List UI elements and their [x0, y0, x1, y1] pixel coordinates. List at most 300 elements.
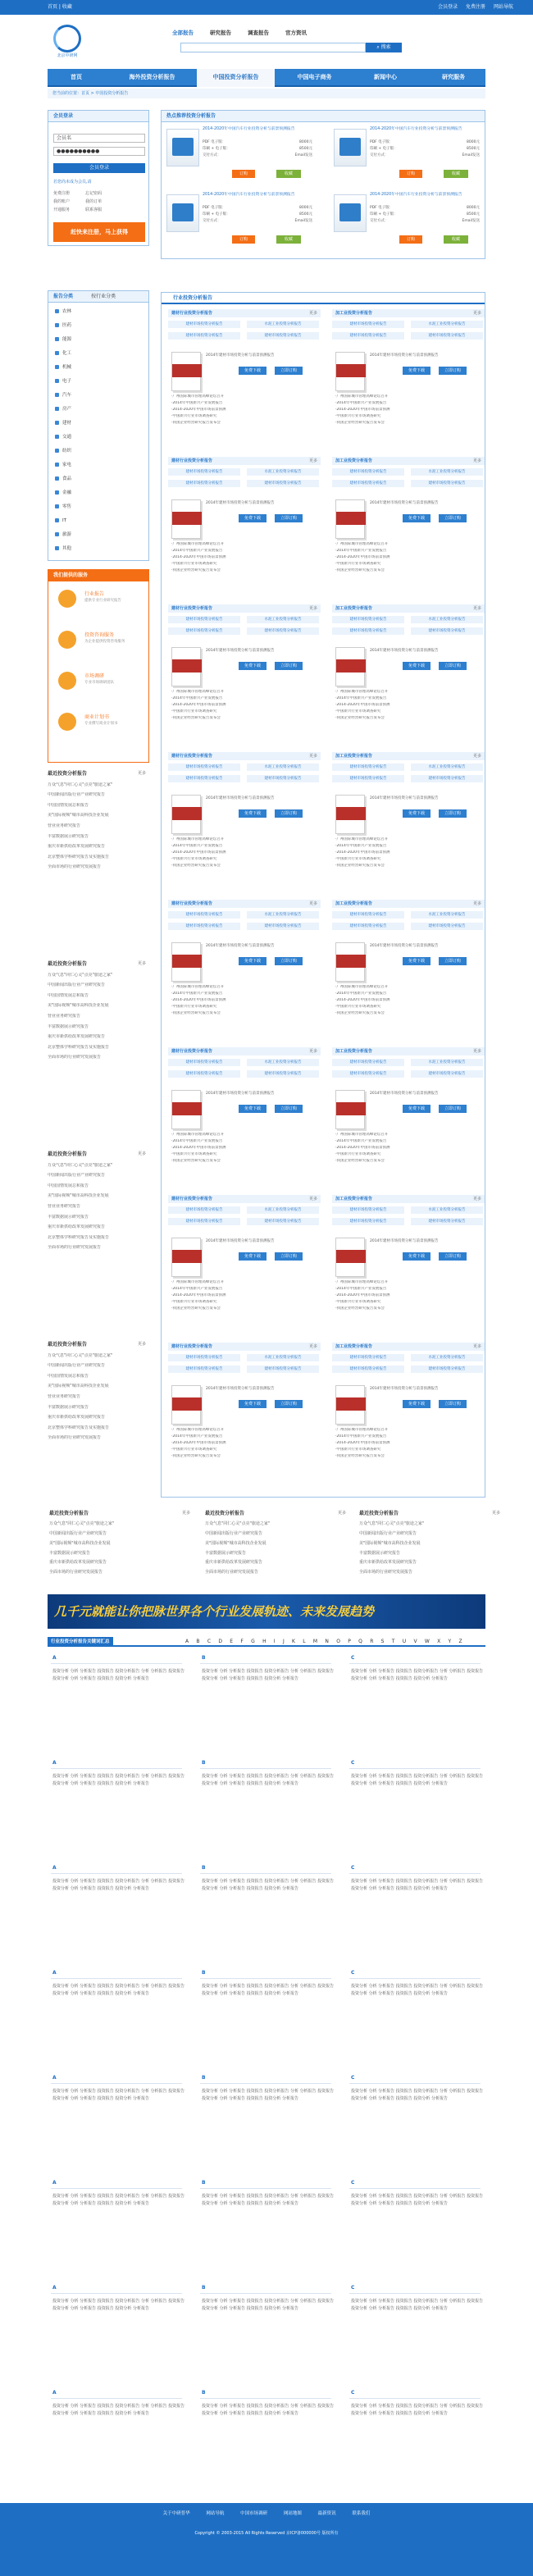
report-cover[interactable]: [166, 129, 199, 166]
report-news-item[interactable]: ·我国企业经营研究报告发布会: [335, 1306, 385, 1311]
nav-home[interactable]: 首页: [71, 74, 82, 80]
more-link[interactable]: 更多: [308, 754, 317, 759]
report-news-item[interactable]: ·我国企业经营研究报告发布会: [171, 1159, 221, 1164]
register-link[interactable]: 免费注册: [466, 4, 486, 10]
keyword-links[interactable]: 投资分析 分析 分析报告 投资报告 投资分析报告 分析 分析报告 投资报告 投资分析 分析 分析报告 投资报告 投资分析 分析报告: [52, 2299, 185, 2311]
keyword-links[interactable]: 投资分析 分析 分析报告 投资报告 投资分析报告 分析 分析报告 投资报告 投资分析 分析 分析报告 投资报告 投资分析 分析报告: [52, 1984, 185, 1996]
keyword-links[interactable]: 投资分析 分析 分析报告 投资报告 投资分析报告 分析 分析报告 投资报告 投资分析 分析 分析报告 投资报告 投资分析 分析报告: [202, 2194, 335, 2206]
report-news-item[interactable]: ·中国新兴行业市场调查研究: [171, 1152, 217, 1157]
letter-index[interactable]: A B C D E F G H I J K L M N O P Q R S T U V W X Y Z: [185, 1639, 466, 1644]
report-cover[interactable]: [334, 129, 367, 166]
recommend-item-title[interactable]: 2014-2020年中国汽车行业投资分析与前景预测报告: [370, 127, 462, 131]
sitemap-link[interactable]: 网站导航: [493, 4, 513, 10]
report-tag[interactable]: 水泥工业投资分析报告: [411, 468, 483, 476]
report-news-item[interactable]: ·2014-2020年中国市场前景预测: [335, 998, 390, 1003]
buy-button[interactable]: 立即订购: [275, 367, 303, 375]
favorite-button[interactable]: 收藏: [276, 235, 301, 244]
bottom-list-item[interactable]: 丰富数据展示研究报告: [49, 1550, 91, 1556]
report-news-item[interactable]: ·2014年中国新兴产业发展报告: [171, 1287, 223, 1292]
side-list-item[interactable]: 万众气息"同仁心灵"点亮"旅途之家": [48, 1162, 113, 1168]
bottom-list-item[interactable]: 中国新闻出版行业产业研究报告: [359, 1530, 417, 1536]
link-open[interactable]: 开通服务: [53, 207, 71, 212]
report-card-title[interactable]: [332, 457, 485, 465]
keyword-links[interactable]: 投资分析 分析 分析报告 投资报告 投资分析报告 分析 分析报告 投资报告 投资分析 分析 分析报告 投资报告 投资分析 分析报告: [351, 1669, 484, 1681]
report-tag[interactable]: 建材市场投资分析报告: [332, 911, 404, 919]
report-news-item[interactable]: ·2014-2020年中国市场前景预测: [171, 1293, 226, 1298]
more-link[interactable]: 更多: [137, 771, 146, 776]
report-tag[interactable]: 建材市场投资分析报告: [332, 1070, 404, 1078]
footer-link[interactable]: 联系我们: [352, 2511, 371, 2516]
username-field[interactable]: 会员名: [53, 134, 145, 143]
download-button[interactable]: 免费下载: [403, 1400, 430, 1408]
category-item[interactable]: [55, 463, 71, 468]
favorite-button[interactable]: 收藏: [444, 170, 468, 178]
side-list-item[interactable]: 北京整体学科研究报告及实施报告: [48, 1425, 110, 1430]
report-tag[interactable]: 建材市场投资分析报告: [168, 616, 240, 623]
report-tag[interactable]: 建材市场投资分析报告: [411, 1218, 483, 1225]
bottom-list-item[interactable]: 万众气息"同仁心灵"点亮"旅途之家": [49, 1521, 115, 1527]
report-news-item[interactable]: ·2014年中国新兴产业发展报告: [335, 1287, 387, 1292]
download-button[interactable]: 免费下载: [403, 662, 430, 670]
report-news-item[interactable]: ·中国新兴行业市场调查研究: [335, 857, 381, 862]
report-tag[interactable]: 水泥工业投资分析报告: [411, 321, 483, 328]
download-button[interactable]: 免费下载: [403, 1252, 430, 1261]
category-item[interactable]: [55, 337, 71, 343]
side-list-item[interactable]: 中国新闻出版行业产业研究报告: [48, 1363, 106, 1369]
report-news-item[interactable]: ·2014年中国新兴产业发展报告: [171, 1139, 223, 1144]
report-cover[interactable]: [335, 352, 365, 391]
keyword-links[interactable]: 投资分析 分析 分析报告 投资报告 投资分析报告 分析 分析报告 投资报告 投资分析 分析 分析报告 投资报告 投资分析 分析报告: [351, 2089, 484, 2101]
nav-ecommerce[interactable]: 中国电子商务: [297, 74, 332, 80]
register-promo[interactable]: 赶快来注册，马上获得: [53, 222, 145, 242]
report-cover[interactable]: [171, 499, 201, 539]
report-news-item[interactable]: ·广州国际城市管理高峰论坛召开: [171, 542, 225, 546]
keyword-links[interactable]: 投资分析 分析 分析报告 投资报告 投资分析报告 分析 分析报告 投资报告 投资分析 分析 分析报告 投资报告 投资分析 分析报告: [202, 1669, 335, 1681]
download-button[interactable]: 免费下载: [403, 367, 430, 375]
report-news-item[interactable]: ·中国新兴行业市场调查研究: [171, 562, 217, 567]
report-news-item[interactable]: ·2014-2020年中国市场前景预测: [171, 998, 226, 1003]
side-list-item[interactable]: 营业业务研究报告: [48, 1393, 81, 1399]
bottom-list-item[interactable]: 重庆市新供给改革发展研究报告: [205, 1560, 263, 1566]
keyword-links[interactable]: 投资分析 分析 分析报告 投资报告 投资分析报告 分析 分析报告 投资报告 投资分析 分析 分析报告 投资报告 投资分析 分析报告: [202, 1879, 335, 1891]
buy-button[interactable]: 立即订购: [275, 809, 303, 818]
side-list-item[interactable]: 营业业务研究报告: [48, 823, 81, 828]
report-card-title[interactable]: [168, 309, 321, 317]
tab-all[interactable]: 全部报告: [172, 30, 194, 36]
report-news-item[interactable]: ·广州国际城市管理高峰论坛召开: [171, 837, 225, 841]
tab-research[interactable]: 研究报告: [210, 30, 231, 36]
report-cover[interactable]: [334, 194, 367, 232]
keyword-links[interactable]: 投资分析 分析 分析报告 投资报告 投资分析报告 分析 分析报告 投资报告 投资分析 分析 分析报告 投资报告 投资分析 分析报告: [52, 1774, 185, 1786]
report-cover[interactable]: [171, 1385, 201, 1425]
report-tag[interactable]: 建材市场投资分析报告: [332, 775, 404, 782]
report-cover[interactable]: [171, 795, 201, 834]
report-card-title[interactable]: [332, 309, 485, 317]
footer-link[interactable]: 网站导航: [206, 2511, 225, 2516]
more-link[interactable]: 更多: [472, 1049, 481, 1054]
report-news-item[interactable]: ·2014-2020年中国市场前景预测: [171, 1441, 226, 1446]
report-tag[interactable]: 建材市场投资分析报告: [411, 627, 483, 635]
report-tag[interactable]: 建材市场投资分析报告: [168, 321, 240, 328]
more-link[interactable]: 更多: [308, 458, 317, 463]
buy-button[interactable]: 立即订购: [439, 662, 467, 670]
bottom-list-item[interactable]: 美"国际视频"城市高科技企业发展: [205, 1540, 266, 1546]
side-list-item[interactable]: 重庆市新供给改革发展研究报告: [48, 1034, 106, 1040]
category-item[interactable]: [55, 407, 71, 413]
category-item[interactable]: [55, 476, 71, 482]
category-item[interactable]: [55, 546, 71, 552]
order-button[interactable]: 订购: [399, 235, 422, 244]
report-news-item[interactable]: ·广州国际城市管理高峰论坛召开: [171, 1280, 225, 1284]
keyword-links[interactable]: 投资分析 分析 分析报告 投资报告 投资分析报告 分析 分析报告 投资报告 投资分析 分析 分析报告 投资报告 投资分析 分析报告: [202, 1984, 335, 1996]
nav-news[interactable]: 新闻中心: [374, 74, 397, 80]
report-tag[interactable]: 建材市场投资分析报告: [247, 1070, 319, 1078]
report-cover[interactable]: [171, 1090, 201, 1129]
report-tag[interactable]: 建材市场投资分析报告: [332, 480, 404, 487]
report-news-item[interactable]: ·2014-2020年中国市场前景预测: [171, 1146, 226, 1151]
report-news-item[interactable]: ·中国新兴行业市场调查研究: [335, 1448, 381, 1452]
report-card-title[interactable]: [332, 604, 485, 613]
report-tag[interactable]: 建材市场投资分析报告: [168, 480, 240, 487]
side-list-item[interactable]: 万众气息"同仁心灵"点亮"旅途之家": [48, 1352, 113, 1358]
keyword-links[interactable]: 投资分析 分析 分析报告 投资报告 投资分析报告 分析 分析报告 投资报告 投资分析 分析 分析报告 投资报告 投资分析 分析报告: [52, 1669, 185, 1681]
report-news-item[interactable]: ·2014年中国新兴产业发展报告: [171, 992, 223, 996]
bottom-list-item[interactable]: 丰富数据展示研究报告: [359, 1550, 401, 1556]
report-tag[interactable]: 水泥工业投资分析报告: [411, 1206, 483, 1214]
report-news-item[interactable]: ·中国新兴行业市场调查研究: [171, 414, 217, 419]
download-button[interactable]: 免费下载: [239, 514, 266, 522]
category-item[interactable]: [55, 365, 71, 371]
login-button[interactable]: 会员登录: [53, 163, 145, 173]
category-item[interactable]: [55, 435, 71, 440]
favorite-button[interactable]: 收藏: [444, 235, 468, 244]
more-link[interactable]: 更多: [337, 1511, 346, 1516]
report-tag[interactable]: 水泥工业投资分析报告: [247, 764, 319, 771]
order-button[interactable]: 订购: [232, 235, 255, 244]
report-cover[interactable]: [335, 1090, 365, 1129]
report-news-item[interactable]: ·2014年中国新兴产业发展报告: [171, 1434, 223, 1439]
side-list-item[interactable]: 营业业务研究报告: [48, 1013, 81, 1019]
side-list-item[interactable]: 美"国际视频"城市高科技企业发展: [48, 813, 109, 818]
buy-button[interactable]: 立即订购: [275, 1252, 303, 1261]
nav-overseas[interactable]: 海外投资分析报告: [129, 74, 175, 80]
side-list-item[interactable]: 重庆市新供给改革发展研究报告: [48, 844, 106, 850]
link-forgot[interactable]: 忘记密码: [85, 191, 102, 196]
more-link[interactable]: 更多: [472, 901, 481, 906]
side-list-item[interactable]: 中国国情发展总和报告: [48, 802, 89, 808]
report-news-item[interactable]: ·中国新兴行业市场调查研究: [171, 1005, 217, 1010]
more-link[interactable]: 更多: [308, 901, 317, 906]
report-news-item[interactable]: ·广州国际城市管理高峰论坛召开: [171, 394, 225, 399]
report-tag[interactable]: 水泥工业投资分析报告: [247, 321, 319, 328]
report-tag[interactable]: 建材市场投资分析报告: [247, 1366, 319, 1373]
more-link[interactable]: 更多: [308, 311, 317, 316]
side-list-item[interactable]: 丰富数据展示研究报告: [48, 833, 89, 839]
report-news-item[interactable]: ·2014年中国新兴产业发展报告: [171, 844, 223, 849]
keyword-links[interactable]: 投资分析 分析 分析报告 投资报告 投资分析报告 分析 分析报告 投资报告 投资分析 分析 分析报告 投资报告 投资分析 分析报告: [351, 2299, 484, 2311]
report-tag[interactable]: 建材市场投资分析报告: [411, 775, 483, 782]
download-button[interactable]: 免费下载: [403, 1105, 430, 1113]
keyword-links[interactable]: 投资分析 分析 分析报告 投资报告 投资分析报告 分析 分析报告 投资报告 投资分析 分析 分析报告 投资报告 投资分析 分析报告: [351, 2194, 484, 2206]
buy-button[interactable]: 立即订购: [439, 1105, 467, 1113]
keyword-links[interactable]: 投资分析 分析 分析报告 投资报告 投资分析报告 分析 分析报告 投资报告 投资分析 分析 分析报告 投资报告 投资分析 分析报告: [52, 2089, 185, 2101]
buy-button[interactable]: 立即订购: [439, 514, 467, 522]
more-link[interactable]: 更多: [308, 606, 317, 611]
report-card-title[interactable]: [332, 1343, 485, 1351]
report-card-title[interactable]: [332, 900, 485, 908]
side-list-item[interactable]: 中国新闻出版行业产业研究报告: [48, 983, 106, 988]
report-tag[interactable]: 建材市场投资分析报告: [247, 627, 319, 635]
download-button[interactable]: 免费下载: [239, 1105, 266, 1113]
category-item[interactable]: [55, 449, 71, 454]
report-news-item[interactable]: ·广州国际城市管理高峰论坛召开: [335, 542, 389, 546]
more-link[interactable]: 更多: [472, 1197, 481, 1201]
keyword-links[interactable]: 投资分析 分析 分析报告 投资报告 投资分析报告 分析 分析报告 投资报告 投资分析 分析 分析报告 投资报告 投资分析 分析报告: [351, 1879, 484, 1891]
search-input[interactable]: [180, 43, 366, 52]
report-cover[interactable]: [335, 647, 365, 686]
report-tag[interactable]: 水泥工业投资分析报告: [411, 911, 483, 919]
report-news-item[interactable]: ·2014年中国新兴产业发展报告: [335, 1434, 387, 1439]
side-list-item[interactable]: 全面市场的行业研究发展报告: [48, 1435, 102, 1441]
report-news-item[interactable]: ·2014-2020年中国市场前景预测: [335, 408, 390, 413]
order-button[interactable]: 订购: [232, 170, 255, 178]
category-item[interactable]: [55, 393, 71, 399]
download-button[interactable]: 免费下载: [403, 514, 430, 522]
report-tag[interactable]: 建材市场投资分析报告: [168, 468, 240, 476]
more-link[interactable]: 更多: [491, 1511, 500, 1516]
report-news-item[interactable]: ·广州国际城市管理高峰论坛召开: [171, 690, 225, 694]
side-list-item[interactable]: 重庆市新供给改革发展研究报告: [48, 1224, 106, 1230]
report-news-item[interactable]: ·2014-2020年中国市场前景预测: [171, 703, 226, 708]
recommend-item-title[interactable]: 2014-2020年中国汽车行业投资分析与前景预测报告: [203, 193, 295, 197]
recommend-item-title[interactable]: 2014-2020年中国汽车行业投资分析与前景预测报告: [370, 193, 462, 197]
side-list-item[interactable]: 中国新闻出版行业产业研究报告: [48, 792, 106, 798]
report-news-item[interactable]: ·我国企业经营研究报告发布会: [335, 1159, 385, 1164]
report-tag[interactable]: 建材市场投资分析报告: [247, 775, 319, 782]
side-list-item[interactable]: 北京整体学科研究报告及实施报告: [48, 1234, 110, 1240]
logo[interactable]: [51, 25, 84, 57]
bottom-list-item[interactable]: 中国新闻出版行业产业研究报告: [205, 1530, 263, 1536]
link-account[interactable]: 我的账户: [53, 199, 71, 204]
top-bar-left[interactable]: 首页 | 收藏: [48, 4, 72, 10]
download-button[interactable]: 免费下载: [403, 957, 430, 965]
download-button[interactable]: 免费下载: [239, 662, 266, 670]
report-news-item[interactable]: ·2014年中国新兴产业发展报告: [335, 1139, 387, 1144]
more-link[interactable]: 更多: [308, 1344, 317, 1349]
report-news-item[interactable]: ·中国新兴行业市场调查研究: [335, 1300, 381, 1305]
report-tag[interactable]: 建材市场投资分析报告: [168, 1070, 240, 1078]
tab-news[interactable]: 官方资讯: [285, 30, 307, 36]
report-news-item[interactable]: ·广州国际城市管理高峰论坛召开: [335, 985, 389, 989]
report-tag[interactable]: 建材市场投资分析报告: [168, 1059, 240, 1066]
report-news-item[interactable]: ·广州国际城市管理高峰论坛召开: [335, 690, 389, 694]
keyword-links[interactable]: 投资分析 分析 分析报告 投资报告 投资分析报告 分析 分析报告 投资报告 投资分析 分析 分析报告 投资报告 投资分析 分析报告: [202, 1774, 335, 1786]
buy-button[interactable]: 立即订购: [439, 1400, 467, 1408]
report-card-title[interactable]: [168, 1343, 321, 1351]
side-list-item[interactable]: 丰富数据展示研究报告: [48, 1214, 89, 1220]
report-news-item[interactable]: ·我国企业经营研究报告发布会: [171, 1011, 221, 1016]
category-item[interactable]: [55, 490, 71, 496]
report-tag[interactable]: 水泥工业投资分析报告: [247, 911, 319, 919]
category-item[interactable]: [55, 309, 71, 315]
report-card-title[interactable]: [168, 752, 321, 760]
password-field[interactable]: ●●●●●●●●●●: [53, 147, 145, 156]
report-news-item[interactable]: ·广州国际城市管理高峰论坛召开: [335, 394, 389, 399]
report-tag[interactable]: 建材市场投资分析报告: [168, 775, 240, 782]
keyword-links[interactable]: 投资分析 分析 分析报告 投资报告 投资分析报告 分析 分析报告 投资报告 投资分析 分析 分析报告 投资报告 投资分析 分析报告: [202, 2299, 335, 2311]
download-button[interactable]: 免费下载: [239, 1252, 266, 1261]
report-news-item[interactable]: ·我国企业经营研究报告发布会: [171, 864, 221, 869]
category-item[interactable]: [55, 518, 66, 524]
side-list-item[interactable]: 丰富数据展示研究报告: [48, 1404, 89, 1410]
report-tag[interactable]: 建材市场投资分析报告: [168, 1206, 240, 1214]
footer-link[interactable]: 关于中研普华: [162, 2511, 190, 2516]
report-tag[interactable]: 水泥工业投资分析报告: [411, 616, 483, 623]
report-tag[interactable]: 建材市场投资分析报告: [332, 1366, 404, 1373]
report-news-item[interactable]: ·我国企业经营研究报告发布会: [335, 568, 385, 573]
report-tag[interactable]: 水泥工业投资分析报告: [247, 1206, 319, 1214]
keyword-links[interactable]: 投资分析 分析 分析报告 投资报告 投资分析报告 分析 分析报告 投资报告 投资分析 分析 分析报告 投资报告 投资分析 分析报告: [351, 1984, 484, 1996]
more-link[interactable]: 更多: [137, 1151, 146, 1156]
report-cover[interactable]: [335, 1238, 365, 1277]
report-news-item[interactable]: ·中国新兴行业市场调查研究: [171, 1300, 217, 1305]
category-item[interactable]: [55, 351, 71, 357]
buy-button[interactable]: 立即订购: [275, 1400, 303, 1408]
bottom-list-item[interactable]: 中国新闻出版行业产业研究报告: [49, 1530, 107, 1536]
report-tag[interactable]: 建材市场投资分析报告: [411, 480, 483, 487]
report-news-item[interactable]: ·2014年中国新兴产业发展报告: [171, 549, 223, 554]
bottom-list-item[interactable]: 全面市场的行业研究发展报告: [49, 1570, 103, 1575]
report-tag[interactable]: 建材市场投资分析报告: [332, 1059, 404, 1066]
promo-banner[interactable]: [48, 1594, 485, 1629]
report-news-item[interactable]: ·我国企业经营研究报告发布会: [171, 568, 221, 573]
footer-link[interactable]: 中国市场调研: [240, 2511, 268, 2516]
side-list-item[interactable]: 美"国际视频"城市高科技企业发展: [48, 1384, 109, 1389]
report-card-title[interactable]: [332, 1047, 485, 1055]
download-button[interactable]: 免费下载: [239, 809, 266, 818]
report-tag[interactable]: 建材市场投资分析报告: [411, 923, 483, 930]
side-list-item[interactable]: 重庆市新供给改革发展研究报告: [48, 1415, 106, 1420]
report-news-item[interactable]: ·2014-2020年中国市场前景预测: [335, 1441, 390, 1446]
download-button[interactable]: 免费下载: [403, 809, 430, 818]
report-tag[interactable]: 建材市场投资分析报告: [332, 1218, 404, 1225]
bottom-list-item[interactable]: 全面市场的行业研究发展报告: [205, 1570, 259, 1575]
report-news-item[interactable]: ·2014年中国新兴产业发展报告: [335, 844, 387, 849]
report-card-title[interactable]: [168, 457, 321, 465]
report-tag[interactable]: 水泥工业投资分析报告: [411, 1354, 483, 1361]
report-cover[interactable]: [166, 194, 199, 232]
more-link[interactable]: 更多: [181, 1511, 190, 1516]
buy-button[interactable]: 立即订购: [275, 957, 303, 965]
bottom-list-item[interactable]: 丰富数据展示研究报告: [205, 1550, 247, 1556]
report-news-item[interactable]: ·2014-2020年中国市场前景预测: [335, 850, 390, 855]
category-item[interactable]: [55, 323, 71, 329]
report-tag[interactable]: 建材市场投资分析报告: [168, 923, 240, 930]
buy-button[interactable]: 立即订购: [275, 1105, 303, 1113]
report-tag[interactable]: 建材市场投资分析报告: [168, 332, 240, 340]
side-list-item[interactable]: 美"国际视频"城市高科技企业发展: [48, 1003, 109, 1009]
report-tag[interactable]: 建材市场投资分析报告: [247, 480, 319, 487]
report-news-item[interactable]: ·我国企业经营研究报告发布会: [335, 1011, 385, 1016]
tab-survey[interactable]: 调查报告: [248, 30, 269, 36]
side-list-item[interactable]: 全面市场的行业研究发展报告: [48, 864, 102, 870]
side-list-item[interactable]: 丰富数据展示研究报告: [48, 1024, 89, 1029]
report-tag[interactable]: 水泥工业投资分析报告: [411, 764, 483, 771]
report-news-item[interactable]: ·2014年中国新兴产业发展报告: [171, 401, 223, 406]
report-news-item[interactable]: ·2014-2020年中国市场前景预测: [335, 1146, 390, 1151]
category-item[interactable]: [55, 421, 71, 426]
report-cover[interactable]: [171, 1238, 201, 1277]
report-tag[interactable]: 水泥工业投资分析报告: [247, 616, 319, 623]
report-tag[interactable]: 建材市场投资分析报告: [247, 923, 319, 930]
side-list-item[interactable]: 万众气息"同仁心灵"点亮"旅途之家": [48, 972, 113, 978]
report-tag[interactable]: 建材市场投资分析报告: [332, 1206, 404, 1214]
more-link[interactable]: 更多: [137, 1342, 146, 1347]
report-cover[interactable]: [335, 1385, 365, 1425]
recommend-item-title[interactable]: 2014-2020年中国汽车行业投资分析与前景预测报告: [203, 127, 295, 131]
report-news-item[interactable]: ·中国新兴行业市场调查研究: [335, 709, 381, 714]
download-button[interactable]: 免费下载: [239, 367, 266, 375]
more-link[interactable]: 更多: [308, 1197, 317, 1201]
report-news-item[interactable]: ·2014-2020年中国市场前景预测: [171, 850, 226, 855]
keyword-links[interactable]: 投资分析 分析 分析报告 投资报告 投资分析报告 分析 分析报告 投资报告 投资分析 分析 分析报告 投资报告 投资分析 分析报告: [52, 1879, 185, 1891]
report-tag[interactable]: 建材市场投资分析报告: [332, 627, 404, 635]
keyword-links[interactable]: 投资分析 分析 分析报告 投资报告 投资分析报告 分析 分析报告 投资报告 投资分析 分析 分析报告 投资报告 投资分析 分析报告: [52, 2194, 185, 2206]
link-register[interactable]: 免费注册: [53, 191, 71, 196]
footer-link[interactable]: 最新资讯: [317, 2511, 336, 2516]
bottom-list-item[interactable]: 全面市场的行业研究发展报告: [359, 1570, 413, 1575]
report-news-item[interactable]: ·2014-2020年中国市场前景预测: [335, 703, 390, 708]
side-list-item[interactable]: 中国新闻出版行业产业研究报告: [48, 1173, 106, 1179]
keyword-links[interactable]: 投资分析 分析 分析报告 投资报告 投资分析报告 分析 分析报告 投资报告 投资分析 分析 分析报告 投资报告 投资分析 分析报告: [351, 2404, 484, 2416]
bottom-list-item[interactable]: 万众气息"同仁心灵"点亮"旅途之家": [205, 1521, 271, 1527]
report-tag[interactable]: 建材市场投资分析报告: [411, 1070, 483, 1078]
report-news-item[interactable]: ·广州国际城市管理高峰论坛召开: [171, 985, 225, 989]
link-contact[interactable]: 联系客服: [85, 207, 102, 212]
buy-button[interactable]: 立即订购: [275, 662, 303, 670]
report-news-item[interactable]: ·2014-2020年中国市场前景预测: [335, 555, 390, 560]
report-news-item[interactable]: ·我国企业经营研究报告发布会: [171, 1306, 221, 1311]
buy-button[interactable]: 立即订购: [439, 957, 467, 965]
report-card-title[interactable]: [168, 900, 321, 908]
report-tag[interactable]: 建材市场投资分析报告: [247, 332, 319, 340]
report-news-item[interactable]: ·2014年中国新兴产业发展报告: [335, 696, 387, 701]
report-tag[interactable]: 建材市场投资分析报告: [332, 1354, 404, 1361]
report-news-item[interactable]: ·我国企业经营研究报告发布会: [171, 421, 221, 426]
report-news-item[interactable]: ·2014年中国新兴产业发展报告: [335, 401, 387, 406]
report-news-item[interactable]: ·2014-2020年中国市场前景预测: [335, 1293, 390, 1298]
side-list-item[interactable]: 全面市场的行业研究发展报告: [48, 1245, 102, 1251]
login-link[interactable]: 会员登录: [438, 4, 458, 10]
report-news-item[interactable]: ·2014-2020年中国市场前景预测: [171, 555, 226, 560]
bottom-list-item[interactable]: 美"国际视频"城市高科技企业发展: [359, 1540, 421, 1546]
report-tag[interactable]: 建材市场投资分析报告: [168, 911, 240, 919]
report-news-item[interactable]: ·2014年中国新兴产业发展报告: [171, 696, 223, 701]
report-tag[interactable]: 建材市场投资分析报告: [247, 1218, 319, 1225]
report-news-item[interactable]: ·2014-2020年中国市场前景预测: [171, 408, 226, 413]
report-tag[interactable]: 建材市场投资分析报告: [332, 332, 404, 340]
report-news-item[interactable]: ·广州国际城市管理高峰论坛召开: [335, 1133, 389, 1137]
report-card-title[interactable]: [332, 1195, 485, 1203]
side-list-item[interactable]: 美"国际视频"城市高科技企业发展: [48, 1193, 109, 1199]
nav-services[interactable]: 研究服务: [442, 74, 465, 80]
report-news-item[interactable]: ·2014年中国新兴产业发展报告: [335, 549, 387, 554]
side-list-item[interactable]: 北京整体学科研究报告及实施报告: [48, 854, 110, 859]
category-item[interactable]: [55, 504, 71, 510]
bottom-list-item[interactable]: 美"国际视频"城市高科技企业发展: [49, 1540, 111, 1546]
keyword-links[interactable]: 投资分析 分析 分析报告 投资报告 投资分析报告 分析 分析报告 投资报告 投资分析 分析 分析报告 投资报告 投资分析 分析报告: [351, 1774, 484, 1786]
side-list-item[interactable]: 中国国情发展总和报告: [48, 992, 89, 998]
